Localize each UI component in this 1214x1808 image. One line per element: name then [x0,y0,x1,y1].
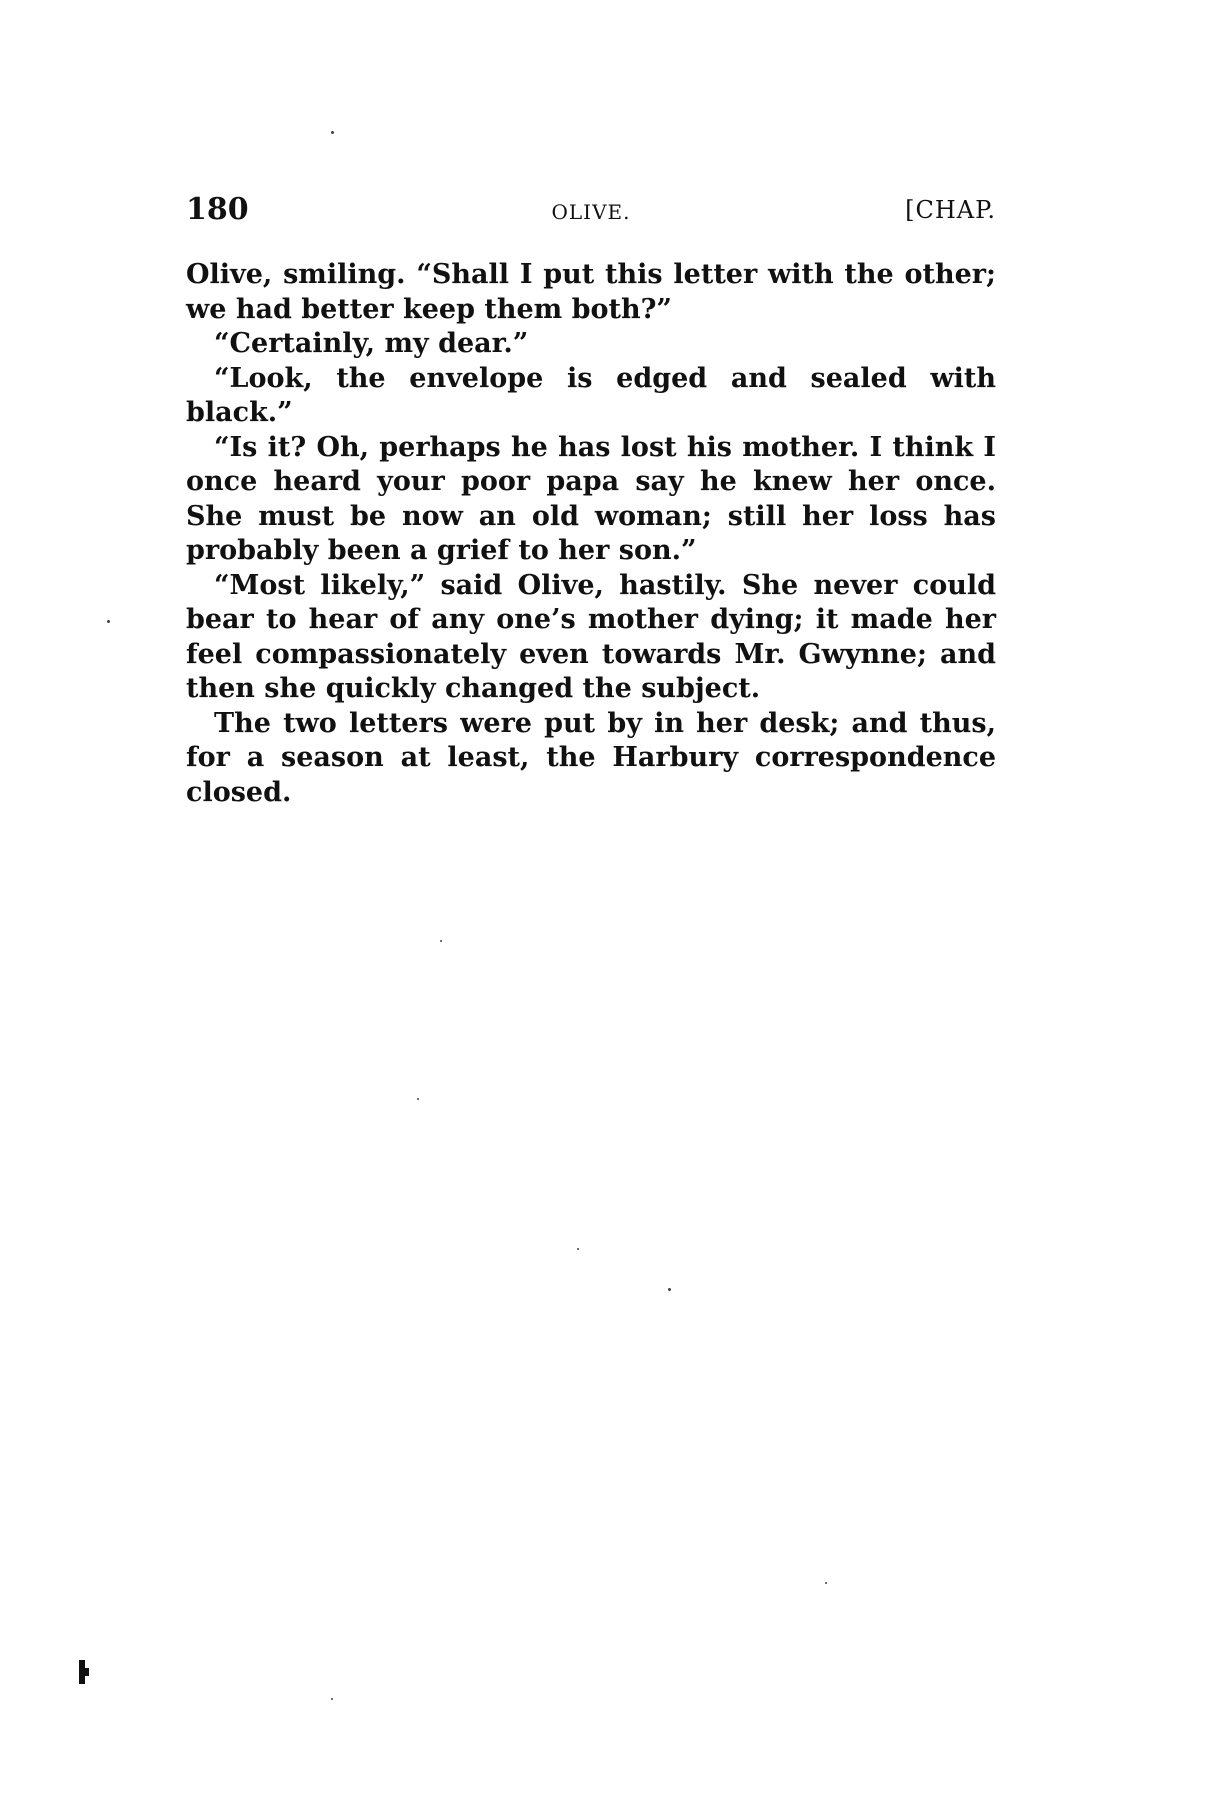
scan-speck [577,1248,579,1250]
paragraph: The two letters were put by in her desk; and thus, for a season at least, the Harbury correspondence closed. [186,707,996,808]
paragraph: “Look, the envelope is edged and sealed with black.” [186,362,996,428]
running-title: OLIVE. [551,200,631,224]
scan-speck [417,1098,419,1100]
paragraph: “Is it? Oh, perhaps he has lost his mother. I think I once heard your poor papa say he knew her once. She must be now an old woman; still her loss has probably been a grief to her son.” [186,431,996,566]
paragraph-continued: Olive, smiling. “Shall I put this letter with the other; we had better keep them both?” [186,259,996,325]
scan-speck [331,1698,333,1700]
scan-speck [107,620,110,623]
running-chapter: [CHAP. [905,196,996,224]
scan-mark [79,1660,85,1684]
scan-speck [331,131,334,134]
body-text [186,258,996,810]
scan-speck [668,1288,671,1291]
paragraph: “Most likely,” said Olive, hastily. She never could bear to hear of any one’s mother dying; it made her feel compassionately even towards Mr. Gwynne; and then she quickly changed the subject. [186,569,996,704]
page-number: 180 [186,192,249,227]
scan-speck [825,1582,827,1584]
scan-speck [440,940,442,942]
running-head [186,192,996,232]
paragraph: “Certainly, my dear.” [214,328,529,359]
